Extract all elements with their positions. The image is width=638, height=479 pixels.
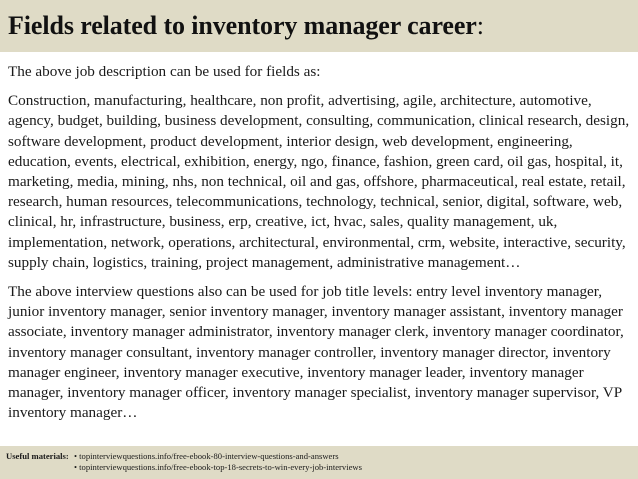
- footer-row-2: [6, 462, 638, 473]
- page-title-colon: :: [476, 11, 484, 40]
- main-content: [8, 62, 632, 423]
- levels-paragraph: The above interview questions also can be used for job title levels: entry level inventory manager, junior inventory manager, senior inventory manager, inventory manager assistant, inventory manager associate, inventory manager administrator, inventory manager clerk, inventory manager coordinator, inventory manager consultant, inventory manager controller, inventory manager director, inventory manager engineer, inventory manager executive, inventory manager leader, inventory manager manager, inventory manager officer, inventory manager specialist, inventory manager supervisor, VP inventory manager…: [8, 283, 624, 422]
- footer-label-spacer: [6, 462, 74, 473]
- page-title-text: Fields related to inventory manager career: [8, 11, 477, 40]
- fields-paragraph: Construction, manufacturing, healthcare, non profit, advertising, agile, architecture, automotive, agency, budget, building, business development, consulting, communication, clinical research, design, software development, product development, interior design, web development, engineering, education, events, electrical, exhibition, energy, ngo, finance, fashion, green card, oil gas, hospital, it, marketing, media, mining, nhs, non technical, oil and gas, offshore, pharmaceutical, real estate, retail, research, human resources, telecommunications, technology, technical, senior, digital, software, web, clinical, hr, infrastructure, business, erp, creative, ict, hvac, sales, quality management, uk, implementation, network, operations, architectural, environmental, crm, website, interactive, security, supply chain, logistics, training, project management, administrative management…: [8, 92, 630, 271]
- header-bar: [0, 0, 638, 52]
- footer-bar: [0, 446, 638, 479]
- footer-link-ebook-18[interactable]: • topinterviewquestions.info/free-ebook-top-18-secrets-to-win-every-job-interviews: [74, 462, 362, 472]
- footer-link-ebook-80[interactable]: • topinterviewquestions.info/free-ebook-80-interview-questions-and-answers: [74, 451, 339, 461]
- intro-text: The above job description can be used for fields as:: [8, 63, 321, 80]
- page-title: [8, 11, 638, 41]
- footer-label: Useful materials:: [6, 451, 69, 461]
- footer-row-1: [6, 451, 638, 462]
